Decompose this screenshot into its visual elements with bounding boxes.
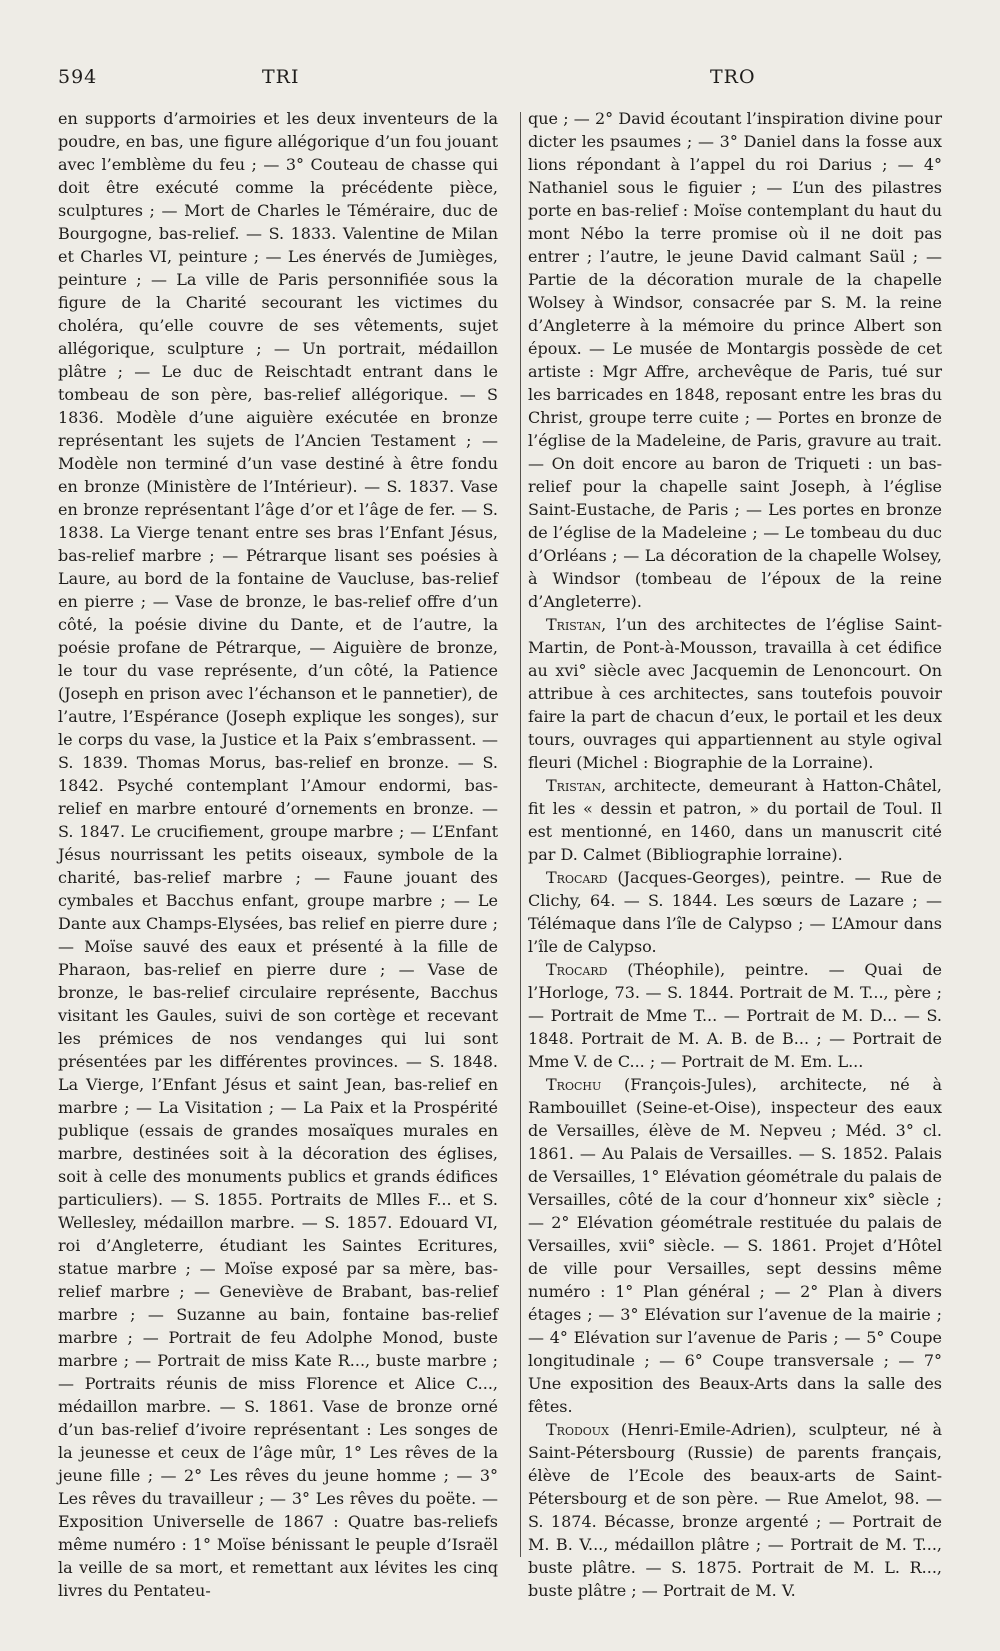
entry-trodoux — [528, 1418, 942, 1602]
entry-name: Trochu — [546, 1075, 602, 1094]
column-rule — [520, 112, 521, 1557]
entry-name: Tristan — [546, 615, 602, 634]
entry-text: (Henri-Emile-Adrien), sculpteur, né à Saint-Pétersbourg (Russie) de parents français, élève de l’Ecole des beaux-arts de Saint-Pétersbourg et de son père. — Rue Amelot, 98. — S. 1874. Bécasse, bronze argenté ; — Portrait de M. B. V..., médaillon plâtre ; — Portrait de M. T..., buste plâtre. — S. 1875. Portrait de M. L. R..., buste plâtre ; — Portrait de M. V. — [528, 1420, 942, 1600]
entry-tristan-1 — [528, 613, 942, 774]
entry-tristan-2 — [528, 774, 942, 866]
right-column — [528, 107, 942, 1602]
entry-name: Trodoux — [546, 1420, 609, 1439]
entry-trochu — [528, 1073, 942, 1418]
entry-text: (François-Jules), architecte, né à Rambouillet (Seine-et-Oise), inspecteur des eaux de Versailles, élève de M. Nepveu ; Méd. 3° cl. 1861. — Au Palais de Versailles. — S. 1852. Palais de Versailles, 1° Elévation géométrale du palais de Versailles, côté de la cour d’honneur xix° siècle ; — 2° Elévation géométrale restituée du palais de Versailles, xvii° siècle. — S. 1861. Projet d’Hôtel de ville pour Versailles, sept dessins même numéro : 1° Plan général ; — 2° Plan à divers étages ; — 3° Elévation sur l’avenue de la mairie ; — 4° Elévation sur l’avenue de Paris ; — 5° Coupe longitudinale ; — 6° Coupe transversale ; — 7° Une exposition des Beaux-Arts dans la salle des fêtes. — [528, 1075, 942, 1416]
entry-trocard-theophile — [528, 958, 942, 1073]
entry-continuation: en supports d’armoiries et les deux inventeurs de la poudre, en bas, une figure allégorique d’un fou jouant avec l’emblème du feu ; — 3° Couteau de chasse qui doit être exécuté comme la précédente pièce, sculptures ; — Mort de Charles le Téméraire, duc de Bourgogne, bas-relief. — S. 1833. Valentine de Milan et Charles VI, peinture ; — Les énervés de Jumièges, peinture ; — La ville de Paris personnifiée sous la figure de la Charité secourant les victimes du choléra, qu’elle couvre de ses vêtements, sujet allégorique, sculpture ; — Un portrait, médaillon plâtre ; — Le duc de Reischtadt entrant dans le tombeau de son père, bas-relief allégorique. — S 1836. Modèle d’une aiguière exécutée en bronze représentant les sujets de l’Ancien Testament ; — Modèle non terminé d’un vase destiné à être fondu en bronze (Ministère de l’Intérieur). — S. 1837. Vase en bronze représentant l’âge d’or et l’âge de fer. — S. 1838. La Vierge tenant entre ses bras l’Enfant Jésus, bas-relief marbre ; — Pétrarque lisant ses poésies à Laure, au bord de la fontaine de Vaucluse, bas-relief en pierre ; — Vase de bronze, le bas-relief offre d’un côté, la poésie divine du Dante, et de l’autre, la poésie profane de Pétrarque, — Aiguière de bronze, le tour du vase représente, d’un côté, la Patience (Joseph en prison avec l’échanson et le pannetier), de l’autre, l’Espérance (Joseph explique les songes), sur le corps du vase, la Justice et la Paix s’embrassent. — S. 1839. Thomas Morus, bas-relief en bronze. — S. 1842. Psyché contemplant l’Amour endormi, bas-relief en marbre entouré d’ornements en bronze. — S. 1847. Le crucifiement, groupe marbre ; — L’Enfant Jésus nourrissant les petits oiseaux, symbole de la charité, bas-relief marbre ; — Faune jouant des cymbales et Bacchus enfant, groupe marbre ; — Le Dante aux Champs-Elysées, bas relief en pierre dure ; — Moïse sauvé des eaux et présenté à la fille de Pharaon, bas-relief en pierre dure ; — Vase de bronze, le bas-relief circulaire représente, Bacchus visitant les Gaules, suivi de son cortège et recevant les prémices de nos vendanges qui lui sont présentées par les différentes provinces. — S. 1848. La Vierge, l’Enfant Jésus et saint Jean, bas-relief en marbre ; — La Visitation ; — La Paix et la Prospérité publique (essais de grandes mosaïques murales en marbre, destinées soit à la décoration des églises, soit à celle des monuments publics et grands édifices particuliers). — S. 1855. Portraits de Mlles F... et S. Wellesley, médaillon marbre. — S. 1857. Edouard VI, roi d’Angleterre, étudiant les Saintes Ecritures, statue marbre ; — Moïse exposé par sa mère, bas-relief marbre ; — Geneviève de Brabant, bas-relief marbre ; — Suzanne au bain, fontaine bas-relief marbre ; — Portrait de feu Adolphe Monod, buste marbre ; — Portrait de miss Kate R..., buste marbre ; — Portraits réunis de miss Florence et Alice C..., médaillon marbre. — S. 1861. Vase de bronze orné d’un bas-relief d’ivoire représentant : Les songes de la jeunesse et ceux de l’âge mûr, 1° Les rêves de la jeune fille ; — 2° Les rêves du jeune homme ; — 3° Les rêves du travailleur ; — 3° Les rêves du poëte. — Exposition Universelle de 1867 : Quatre bas-reliefs même numéro : 1° Moïse bénissant le peuple d’Israël la veille de sa mort, et remettant aux lévites les cinq livres du Pentateu- — [58, 109, 498, 1600]
right-running-head: TRO — [710, 66, 756, 88]
entry-trocard-jacques — [528, 866, 942, 958]
left-column — [58, 107, 498, 1602]
left-running-head: TRI — [262, 66, 300, 88]
entry-text: que ; — 2° David écoutant l’inspiration divine pour dicter les psaumes ; — 3° Daniel dans la fosse aux lions répondant à l’appel du roi Darius ; — 4° Nathaniel sous le figuier ; — L’un des pilastres porte en bas-relief : Moïse contemplant du haut du mont Nébo la terre promise où il ne doit pas entrer ; l’autre, le jeune David calmant Saül ; — Partie de la décoration murale de la chapelle Wolsey à Windsor, consacrée par S. M. la reine d’Angleterre à la mémoire du prince Albert son époux. — Le musée de Montargis possède de cet artiste : Mgr Affre, archevêque de Paris, tué sur les barricades en 1848, reposant entre les bras du Christ, groupe terre cuite ; — Portes en bronze de l’église de la Madeleine, de Paris, gravure au trait. — On doit encore au baron de Triqueti : un bas-relief pour la chapelle saint Joseph, à l’église Saint-Eustache, de Paris ; — Les portes en bronze de l’église de la Madeleine ; — Le tombeau du duc d’Orléans ; — La décoration de la chapelle Wolsey, à Windsor (tombeau de l’époux de la reine d’Angleterre). — [528, 109, 942, 611]
entry-text: , architecte, demeurant à Hatton-Châtel, fit les « dessin et patron, » du portail de Toul. Il est mentionné, en 1460, dans un manuscrit cité par D. Calmet (Bibliographie lorraine). — [528, 776, 942, 864]
entry-name: Tristan — [546, 776, 602, 795]
entry-text: (Jacques-Georges), peintre. — Rue de Clichy, 64. — S. 1844. Les sœurs de Lazare ; — Télémaque dans l’île de Calypso ; — L’Amour dans l’île de Calypso. — [528, 868, 942, 956]
entry-text: (Théophile), peintre. — Quai de l’Horloge, 73. — S. 1844. Portrait de M. T..., père ; — Portrait de Mme T... — Portrait de M. D... — S. 1848. Portrait de M. A. B. de B... ; — Portrait de Mme V. de C... ; — Portrait de M. Em. L... — [528, 960, 942, 1071]
page-number: 594 — [58, 66, 98, 88]
entry-name: Trocard — [546, 868, 608, 887]
entry-continuation — [528, 107, 942, 613]
entry-text: , l’un des architectes de l’église Saint-Martin, de Pont-à-Mousson, travailla à cet édifice au xvi° siècle avec Jacquemin de Lenoncourt. On attribue à ces architectes, sans toutefois pouvoir faire la part de chacun d’eux, le portail et les deux tours, ouvrages qui appartiennent au style ogival fleuri (Michel : Biographie de la Lorraine). — [528, 615, 942, 772]
entry-name: Trocard — [546, 960, 608, 979]
